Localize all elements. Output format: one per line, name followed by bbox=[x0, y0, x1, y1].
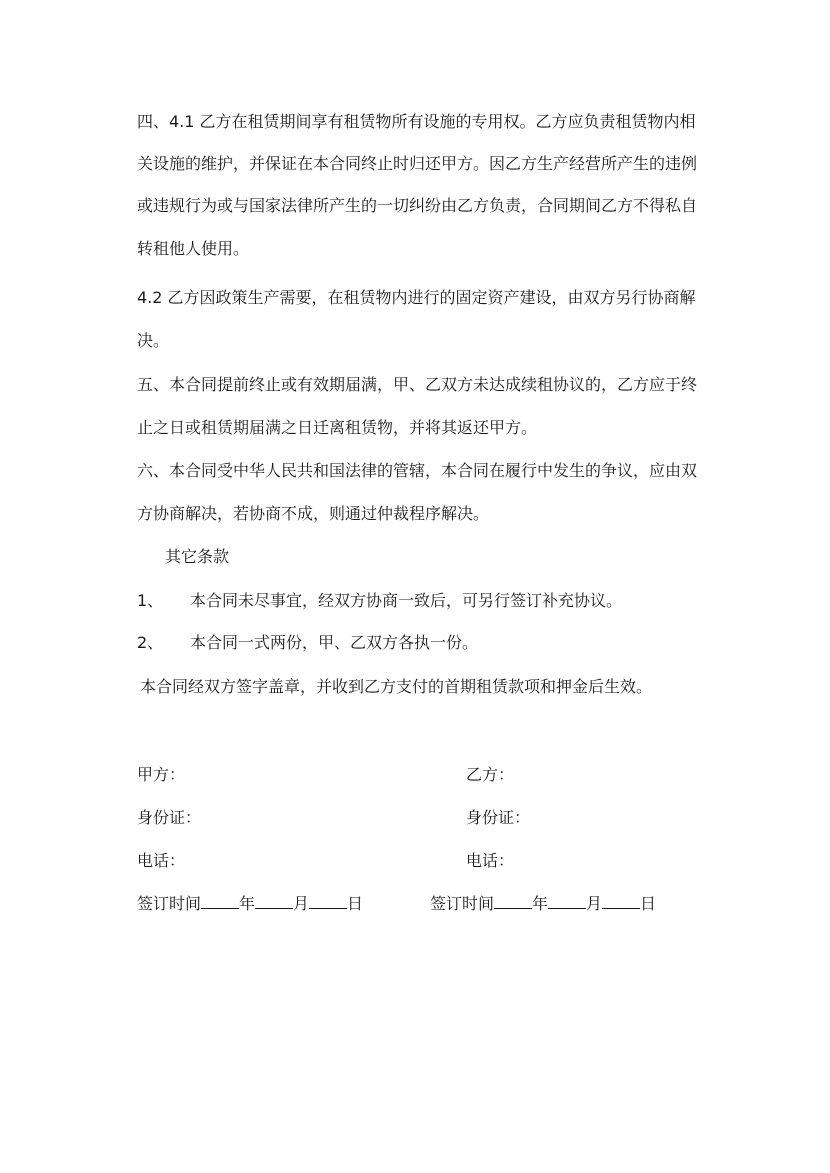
month-unit: 月 bbox=[293, 894, 310, 913]
year-blank[interactable] bbox=[201, 894, 239, 909]
month-blank[interactable] bbox=[255, 894, 293, 909]
clause-4-2-line: 4.2 乙方因政策生产需要，在租赁物内进行的固定资产建设，由双方另行协商解 bbox=[137, 288, 696, 307]
party-a-label: 甲方： bbox=[137, 765, 186, 784]
other-term-number: 2、 bbox=[137, 633, 164, 652]
clause-4-1-line: 或违规行为或与国家法律所产生的一切纠纷由乙方负责，合同期间乙方不得私自 bbox=[137, 196, 698, 215]
party-a-signing-date bbox=[137, 893, 363, 915]
clause-4-1-line: 转租他人使用。 bbox=[137, 239, 250, 258]
party-b-phone-label: 电话： bbox=[466, 851, 515, 870]
clause-5-line: 五、本合同提前终止或有效期届满，甲、乙双方未达成续租协议的，乙方应于终 bbox=[137, 375, 698, 394]
clause-4-1-line: 四、4.1 乙方在租赁期间享有租赁物所有设施的专用权。乙方应负责租赁物内相 bbox=[137, 112, 696, 131]
party-a-phone-label: 电话： bbox=[137, 851, 186, 870]
day-blank[interactable] bbox=[309, 894, 347, 909]
other-terms-heading: 其它条款 bbox=[165, 547, 230, 566]
day-unit: 日 bbox=[347, 894, 364, 913]
clause-5-line: 止之日或租赁期届满之日迁离租赁物，并将其返还甲方。 bbox=[137, 418, 538, 437]
year-blank[interactable] bbox=[494, 894, 532, 909]
day-unit: 日 bbox=[640, 894, 657, 913]
other-term-number: 1、 bbox=[137, 591, 164, 610]
party-a-id-label: 身份证： bbox=[137, 808, 202, 827]
clause-6-line: 方协商解决，若协商不成，则通过仲裁程序解决。 bbox=[137, 504, 490, 523]
party-b-label: 乙方： bbox=[466, 765, 515, 784]
clause-4-2-line: 决。 bbox=[137, 331, 170, 350]
effective-clause: 本合同经双方签字盖章，并收到乙方支付的首期租赁款项和押金后生效。 bbox=[140, 677, 653, 696]
other-term-text: 本合同一式两份，甲、乙双方各执一份。 bbox=[190, 633, 479, 652]
signing-date-prefix: 签订时间 bbox=[137, 894, 202, 913]
year-unit: 年 bbox=[239, 894, 256, 913]
other-term-text: 本合同未尽事宜，经双方协商一致后，可另行签订补充协议。 bbox=[190, 591, 623, 610]
clause-4-1-line: 关设施的维护，并保证在本合同终止时归还甲方。因乙方生产经营所产生的违例 bbox=[137, 154, 698, 173]
year-unit: 年 bbox=[532, 894, 549, 913]
party-b-id-label: 身份证： bbox=[466, 808, 531, 827]
month-blank[interactable] bbox=[548, 894, 586, 909]
party-b-signing-date bbox=[430, 893, 656, 915]
signing-date-prefix: 签订时间 bbox=[430, 894, 495, 913]
day-blank[interactable] bbox=[602, 894, 640, 909]
clause-6-line: 六、本合同受中华人民共和国法律的管辖，本合同在履行中发生的争议，应由双 bbox=[137, 461, 698, 480]
month-unit: 月 bbox=[586, 894, 603, 913]
